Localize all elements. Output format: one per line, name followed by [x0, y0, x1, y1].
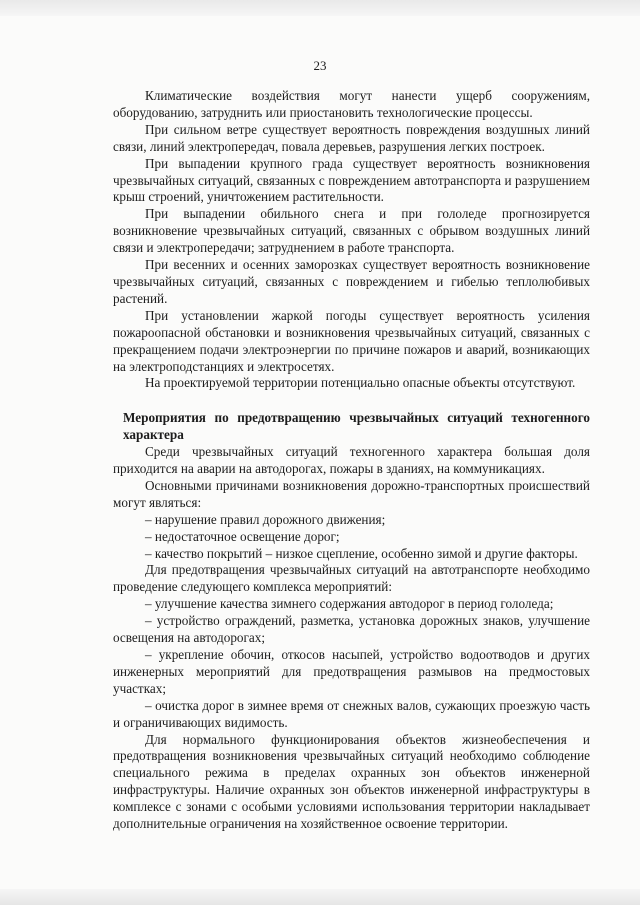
page-number: 23	[313, 58, 327, 73]
list-item: – нарушение правил дорожного движения;	[145, 511, 386, 527]
paragraph-hail: При выпадении крупного града существует вероятность возникновения чрезвычайных ситуаций, связанных с повреждением автотранспорта и разрушением крыш строений, уничтожением растительности.	[113, 155, 590, 205]
paragraph-no-hazards: На проектируемой территории потенциально опасные объекты отсутствуют.	[145, 375, 576, 391]
paragraph-closing: Для нормального функционирования объектов жизнеобеспечения и предотвращения возникновения чрезвычайных ситуаций необходимо соблюдение специального режима в пределах охранных зон объектов инженерной инфраструктуры. Наличие охранных зон объектов инженерной инфраструктуры в комплексе с зонами с особыми условиями использования территории накладывает дополнительные ограничения на хозяйственное освоение территории.	[113, 731, 590, 832]
list-item: – качество покрытий – низкое сцепление, особенно зимой и другие факторы.	[145, 545, 578, 561]
paragraph-wind: При сильном ветре существует вероятность повреждения воздушных линий связи, линий электропередач, повала деревьев, разрушения легких построек.	[113, 121, 590, 154]
scan-bottom-edge	[0, 889, 640, 905]
paragraph-frost: При весенних и осенних заморозках существует вероятность возникновение чрезвычайных ситуаций, связанных с повреждением и гибелью теплолюбивых растений.	[113, 257, 590, 306]
paragraph-measures-intro: Для предотвращения чрезвычайных ситуаций на автотранспорте необходимо проведение следующего комплекса мероприятий:	[113, 562, 590, 595]
list-item: – укрепление обочин, откосов насыпей, устройство водоотводов и других инженерных мероприятий для предотвращения размывов на предмостовых участках;	[113, 647, 590, 696]
list-item: – улучшение качества зимнего содержания автодорог в период гололеда;	[145, 596, 554, 612]
paragraph-intro: Среди чрезвычайных ситуаций техногенного характера большая доля приходится на аварии на автодорогах, пожары в зданиях, на коммуникациях.	[113, 444, 590, 477]
list-item: – устройство ограждений, разметка, установка дорожных знаков, улучшение освещения на автодорогах;	[113, 613, 590, 646]
paragraph-climate: Климатические воздействия могут нанести ущерб сооружениям, оборудованию, затруднить или приостановить технологические процессы.	[113, 88, 590, 120]
document-body	[113, 88, 590, 833]
list-item: – недостаточное освещение дорог;	[145, 528, 340, 544]
scan-top-edge	[0, 0, 640, 16]
list-item: – очистка дорог в зимнее время от снежных валов, сужающих проезжую часть и ограничивающих видимость.	[113, 697, 590, 730]
paragraph-snow: При выпадении обильного снега и при гололеде прогнозируется возникновение чрезвычайных ситуаций, связанных с обрывом воздушных линий связи и электропередачи; затруднением в работе транспорта.	[113, 206, 590, 256]
paragraph-heat: При установлении жаркой погоды существует вероятность усиления пожароопасной обстановки и возникновения чрезвычайных ситуаций, связанных с прекращением подачи электроэнергии по причине пожаров и аварий, возникающих на электроподстанциях и электросетях.	[113, 307, 590, 374]
section-heading: Мероприятия по предотвращению чрезвычайных ситуаций техногенного характера	[123, 410, 590, 443]
paragraph-causes-intro: Основными причинами возникновения дорожно-транспортных происшествий могут являться:	[113, 477, 590, 510]
